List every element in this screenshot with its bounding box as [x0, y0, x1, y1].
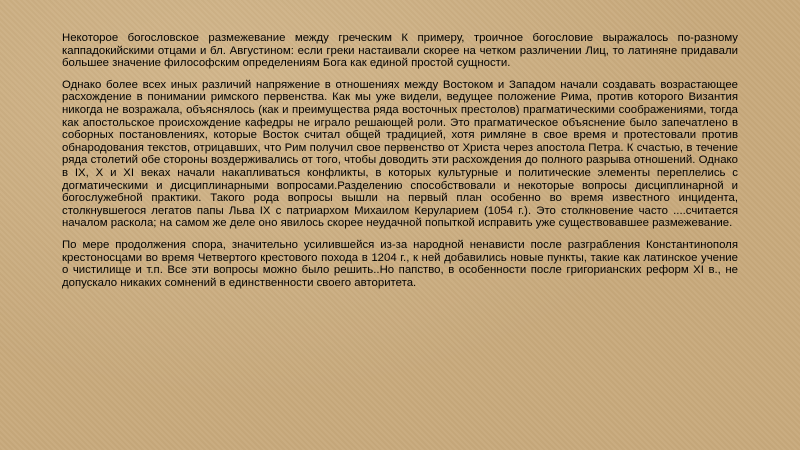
paragraph-1: Некоторое богословское размежевание между греческим К примеру, троичное богословие выражалось по-разному каппадокийскими отцами и бл. Августином: если греки настаивали скорее на четком различении Лиц, то латиняне придавали большее значение философским определениям Бога как единой простой сущности. — [62, 32, 738, 70]
paragraph-3: По мере продолжения спора, значительно усилившейся из-за народной ненависти после разграбления Константинополя крестоносцами во время Четвертого крестового похода в 1204 г., к ней добавились новые пункты, такие как латинское учение о чистилище и т.п. Все эти вопросы можно было решить..Но папство, в особенности после григорианских реформ XI в., не допускало никаких сомнений в единственности своего авторитета. — [62, 238, 738, 289]
slide-text-body — [62, 32, 738, 298]
paragraph-2: Однако более всех иных различий напряжение в отношениях между Востоком и Западом начали создавать возрастающее расхождение в понимании римского первенства. Как мы уже видели, ведущее положение Рима, против которого Византия никогда не возражала, объяснялось (как и преимущества ряда восточных престолов) прагматическими соображениями, тогда как апостольское происхождение кафедры не играло решающей роли. Это прагматическое объяснение было запечатлено в соборных постановлениях, которые Восток считал общей традицией, хотя римляне в свое время и протестовали против обнародования текстов, отрицавших, что Рим получил свое первенство от Христа через апостола Петра. К счастью, в течение ряда столетий обе стороны воздерживались от того, чтобы доводить эти расхождения до полного разрыва отношений. Однако в IX, X и XI веках начали накапливаться конфликты, в которых культурные и политические элементы переплелись с догматическими и дисциплинарными вопросами.Разделению способствовали и некоторые вопросы дисциплинарной и богослужебной практики. Такого рода вопросы вышли на первый план особенно во время известного инцидента, столкнувшегося легатов папы Льва IX с патриархом Михаилом Керуларием (1054 г.). Это столкновение часто ....считается началом раскола; на самом же деле оно явилось скорее неудачной попыткой исправить уже существовавшее размежевание. — [62, 78, 738, 230]
